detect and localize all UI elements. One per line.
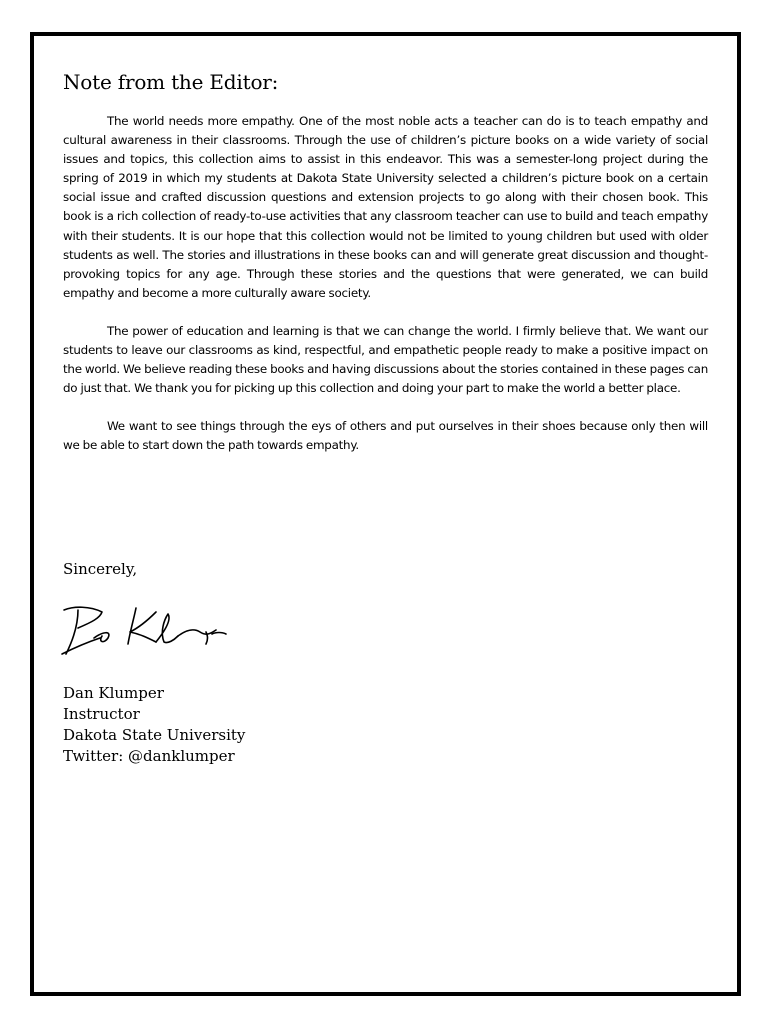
author-organization: Dakota State University <box>63 726 246 744</box>
closing-salutation: Sincerely, <box>63 560 138 578</box>
author-twitter: Twitter: @danklumper <box>63 747 235 765</box>
page-title: Note from the Editor: <box>63 70 279 94</box>
author-name: Dan Klumper <box>63 684 164 702</box>
handwritten-signature <box>60 602 230 666</box>
paragraph-1: The world needs more empathy. One of the most noble acts a teacher can do is to teach empathy and cultural awareness in their classrooms. Through the use of children’s picture books on a wide variety of social issues and topics, this collection aims to assist in this endeavor. This was a semester-long project during the spring of 2019 in which my students at Dakota State University selected a children’s picture book on a certain social issue and crafted discussion questions and extension projects to go along with their chosen book. This book is a rich collection of ready-to-use activities that any classroom teacher can use to build and teach empathy with their students. It is our hope that this collection would not be limited to young children but used with older students as well. The stories and illustrations in these books can and will generate great discussion and thought-provoking topics for any age. Through these stories and the questions that were generated, we can build empathy and become a more culturally aware society. <box>63 114 708 300</box>
paragraph-3: We want to see things through the eys of others and put ourselves in their shoes because only then will we be able to start down the path towards empathy. <box>63 419 708 453</box>
letter-body <box>63 70 708 475</box>
page-border <box>30 32 741 996</box>
paragraph-2: The power of education and learning is that we can change the world. I firmly believe that. We want our students to leave our classrooms as kind, respectful, and empathetic people ready to make a positive impact on the world. We believe reading these books and having discussions about the stories contained in these pages can do just that. We thank you for picking up this collection and doing your part to make the world a better place. <box>63 323 708 396</box>
signature-block <box>63 683 245 767</box>
author-title: Instructor <box>63 705 140 723</box>
